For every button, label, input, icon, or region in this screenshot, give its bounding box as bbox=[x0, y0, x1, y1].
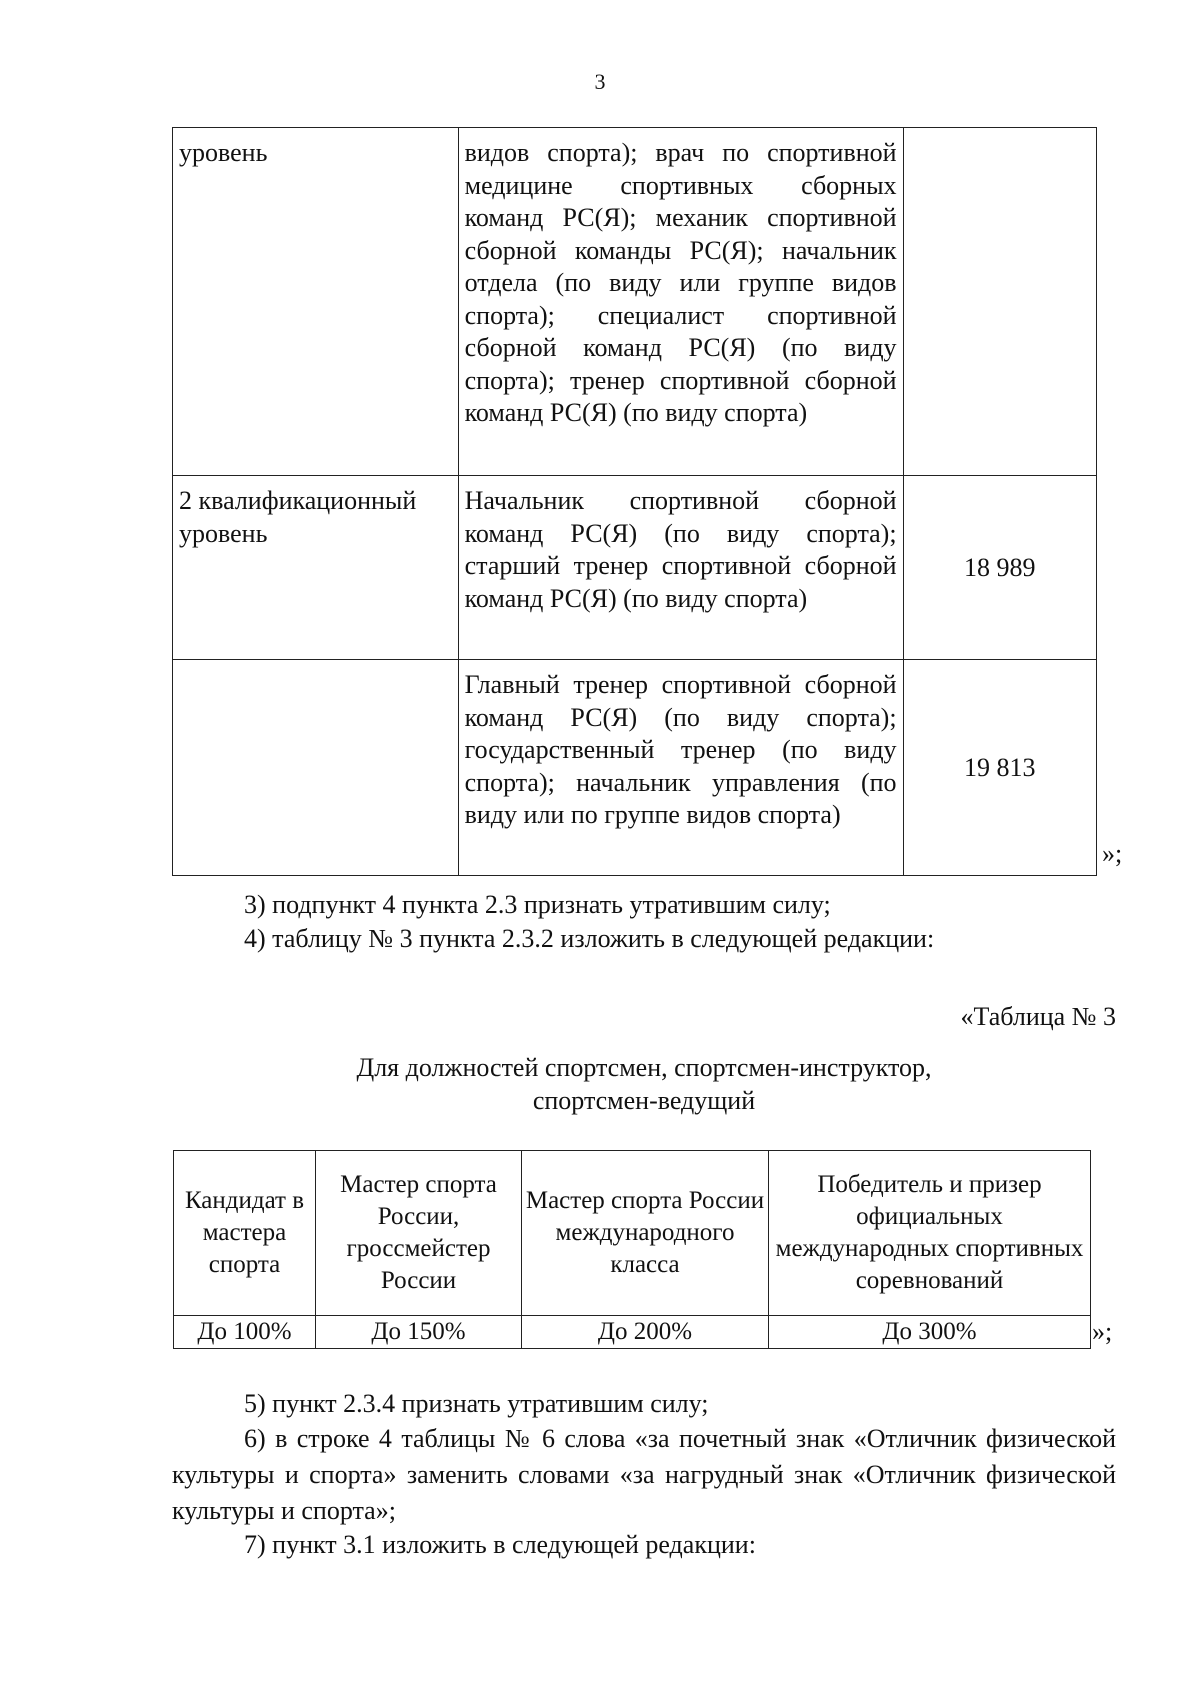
paragraph-text: 4) таблицу № 3 пункта 2.3.2 изложить в следующей редакции: bbox=[244, 924, 935, 953]
positions-cell: Главный тренер спортивной сборной команд РС(Я) (по виду спорта); государственный тренер (по виду спорта); начальник управления (по виду или по группе видов спорта) bbox=[458, 660, 903, 876]
table-row bbox=[173, 476, 1097, 660]
salary-cell: 18 989 bbox=[903, 476, 1096, 660]
positions-cell: Начальник спортивной сборной команд РС(Я) (по виду спорта); старший тренер спортивной сборной команд РС(Я) (по виду спорта) bbox=[458, 476, 903, 660]
salary-cell bbox=[903, 128, 1096, 476]
table-header-row bbox=[174, 1151, 1091, 1316]
paragraph-text: 7) пункт 3.1 изложить в следующей редакции: bbox=[244, 1530, 756, 1559]
table-row bbox=[173, 660, 1097, 876]
qualification-level-cell: уровень bbox=[173, 128, 459, 476]
table-title-line-2: спортсмен-ведущий bbox=[532, 1086, 756, 1115]
column-header: Кандидат в мастера спорта bbox=[174, 1151, 316, 1316]
qualification-level-cell bbox=[173, 660, 459, 876]
positions-cell: видов спорта); врач по спортивной медицине спортивных сборных команд РС(Я); механик спортивной сборной команды РС(Я); начальник отдела (по виду или группе видов спорта); специалист спортивной сборной команд РС(Я) (по виду спорта); тренер спортивной сборной команд РС(Я) (по виду спорта) bbox=[458, 128, 903, 476]
table-row bbox=[173, 128, 1097, 476]
closing-quote-mark: »; bbox=[1102, 839, 1123, 868]
table-cell: До 300% bbox=[769, 1316, 1091, 1349]
qualification-level-cell: 2 квалификационный уровень bbox=[173, 476, 459, 660]
paragraph-text: 6) в строке 4 таблицы № 6 слова «за почетный знак «Отличник физической культуры и спорта» заменить словами «за нагрудный знак «Отличник физической культуры и спорта»; bbox=[172, 1424, 1116, 1525]
page-number: 3 bbox=[594, 69, 606, 94]
paragraph-5 bbox=[172, 1386, 1116, 1422]
paragraph-text: 5) пункт 2.3.4 признать утратившим силу; bbox=[244, 1389, 709, 1418]
salary-cell: 19 813 bbox=[903, 660, 1096, 876]
paragraph-3 bbox=[172, 887, 1116, 923]
table-row bbox=[174, 1316, 1091, 1349]
table-cell: До 150% bbox=[316, 1316, 522, 1349]
paragraph-text: 3) подпункт 4 пункта 2.3 признать утратившим силу; bbox=[244, 890, 831, 919]
table-title-line-1: Для должностей спортсмен, спортсмен-инструктор, bbox=[356, 1053, 932, 1082]
closing-quote-mark: »; bbox=[1092, 1317, 1113, 1346]
paragraph-6 bbox=[172, 1421, 1116, 1529]
paragraph-4 bbox=[172, 921, 1116, 957]
table-cell: До 200% bbox=[522, 1316, 769, 1349]
column-header: Мастер спорта России, гроссмейстер России bbox=[316, 1151, 522, 1316]
table-cell: До 100% bbox=[174, 1316, 316, 1349]
paragraph-7 bbox=[172, 1527, 1116, 1563]
qualification-salary-table bbox=[172, 127, 1097, 876]
column-header: Победитель и призер официальных международных спортивных соревнований bbox=[769, 1151, 1091, 1316]
sport-title-bonus-table bbox=[173, 1150, 1091, 1349]
column-header: Мастер спорта России международного класса bbox=[522, 1151, 769, 1316]
table-caption: «Таблица № 3 bbox=[960, 1002, 1116, 1031]
